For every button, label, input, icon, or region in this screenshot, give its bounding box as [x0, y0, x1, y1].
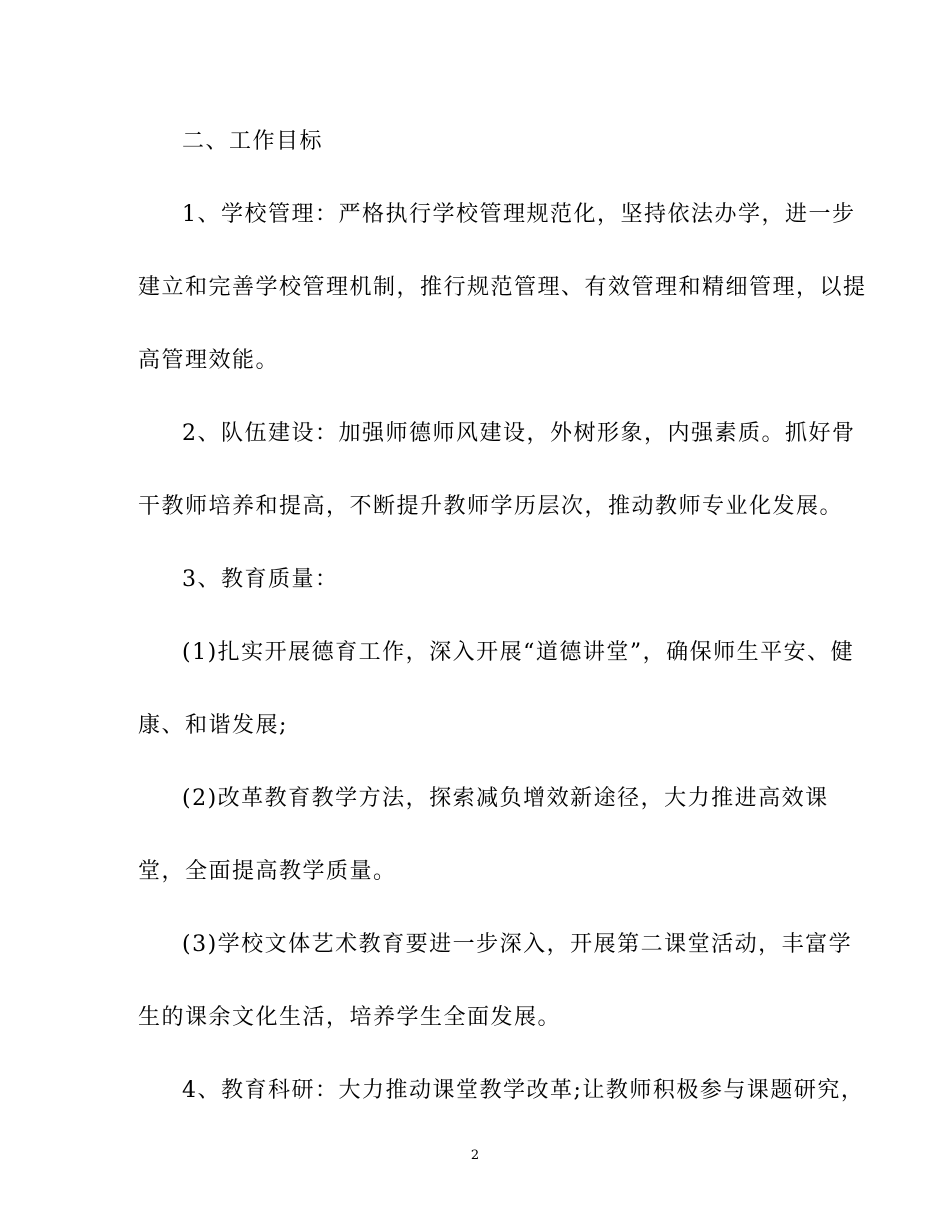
paragraph-line: (3)学校文体艺术教育要进一步深入，开展第二课堂活动，丰富学 — [182, 932, 853, 957]
paragraph-line: 生的课余文化生活，培养学生全面发展。 — [138, 1005, 562, 1030]
paragraph-line: 康、和谐发展; — [138, 713, 288, 738]
paragraph-line: 2、队伍建设：加强师德师风建设，外树形象，内强素质。抓好骨 — [182, 421, 856, 446]
paragraph-line: 建立和完善学校管理机制，推行规范管理、有效管理和精细管理，以提 — [138, 275, 867, 300]
paragraph-line: 3、教育质量： — [182, 567, 339, 592]
paragraph-line: 堂，全面提高教学质量。 — [138, 859, 397, 884]
paragraph-line: (1)扎实开展德育工作，深入开展“道德讲堂”，确保师生平安、健 — [182, 640, 855, 665]
paragraph-line: 1、学校管理：严格执行学校管理规范化，坚持依法办学，进一步 — [182, 202, 856, 227]
section-heading-work-goals: 二、工作目标 — [182, 129, 324, 154]
paragraph-line: 4、教育科研：大力推动课堂教学改革;让教师积极参与课题研究， — [182, 1078, 865, 1103]
page-number: 2 — [470, 1148, 480, 1163]
paragraph-line: 干教师培养和提高，不断提升教师学历层次，推动教师专业化发展。 — [138, 494, 844, 519]
paragraph-line: 高管理效能。 — [138, 348, 280, 373]
paragraph-line: (2)改革教育教学方法，探索减负增效新途径，大力推进高效课 — [182, 786, 829, 811]
